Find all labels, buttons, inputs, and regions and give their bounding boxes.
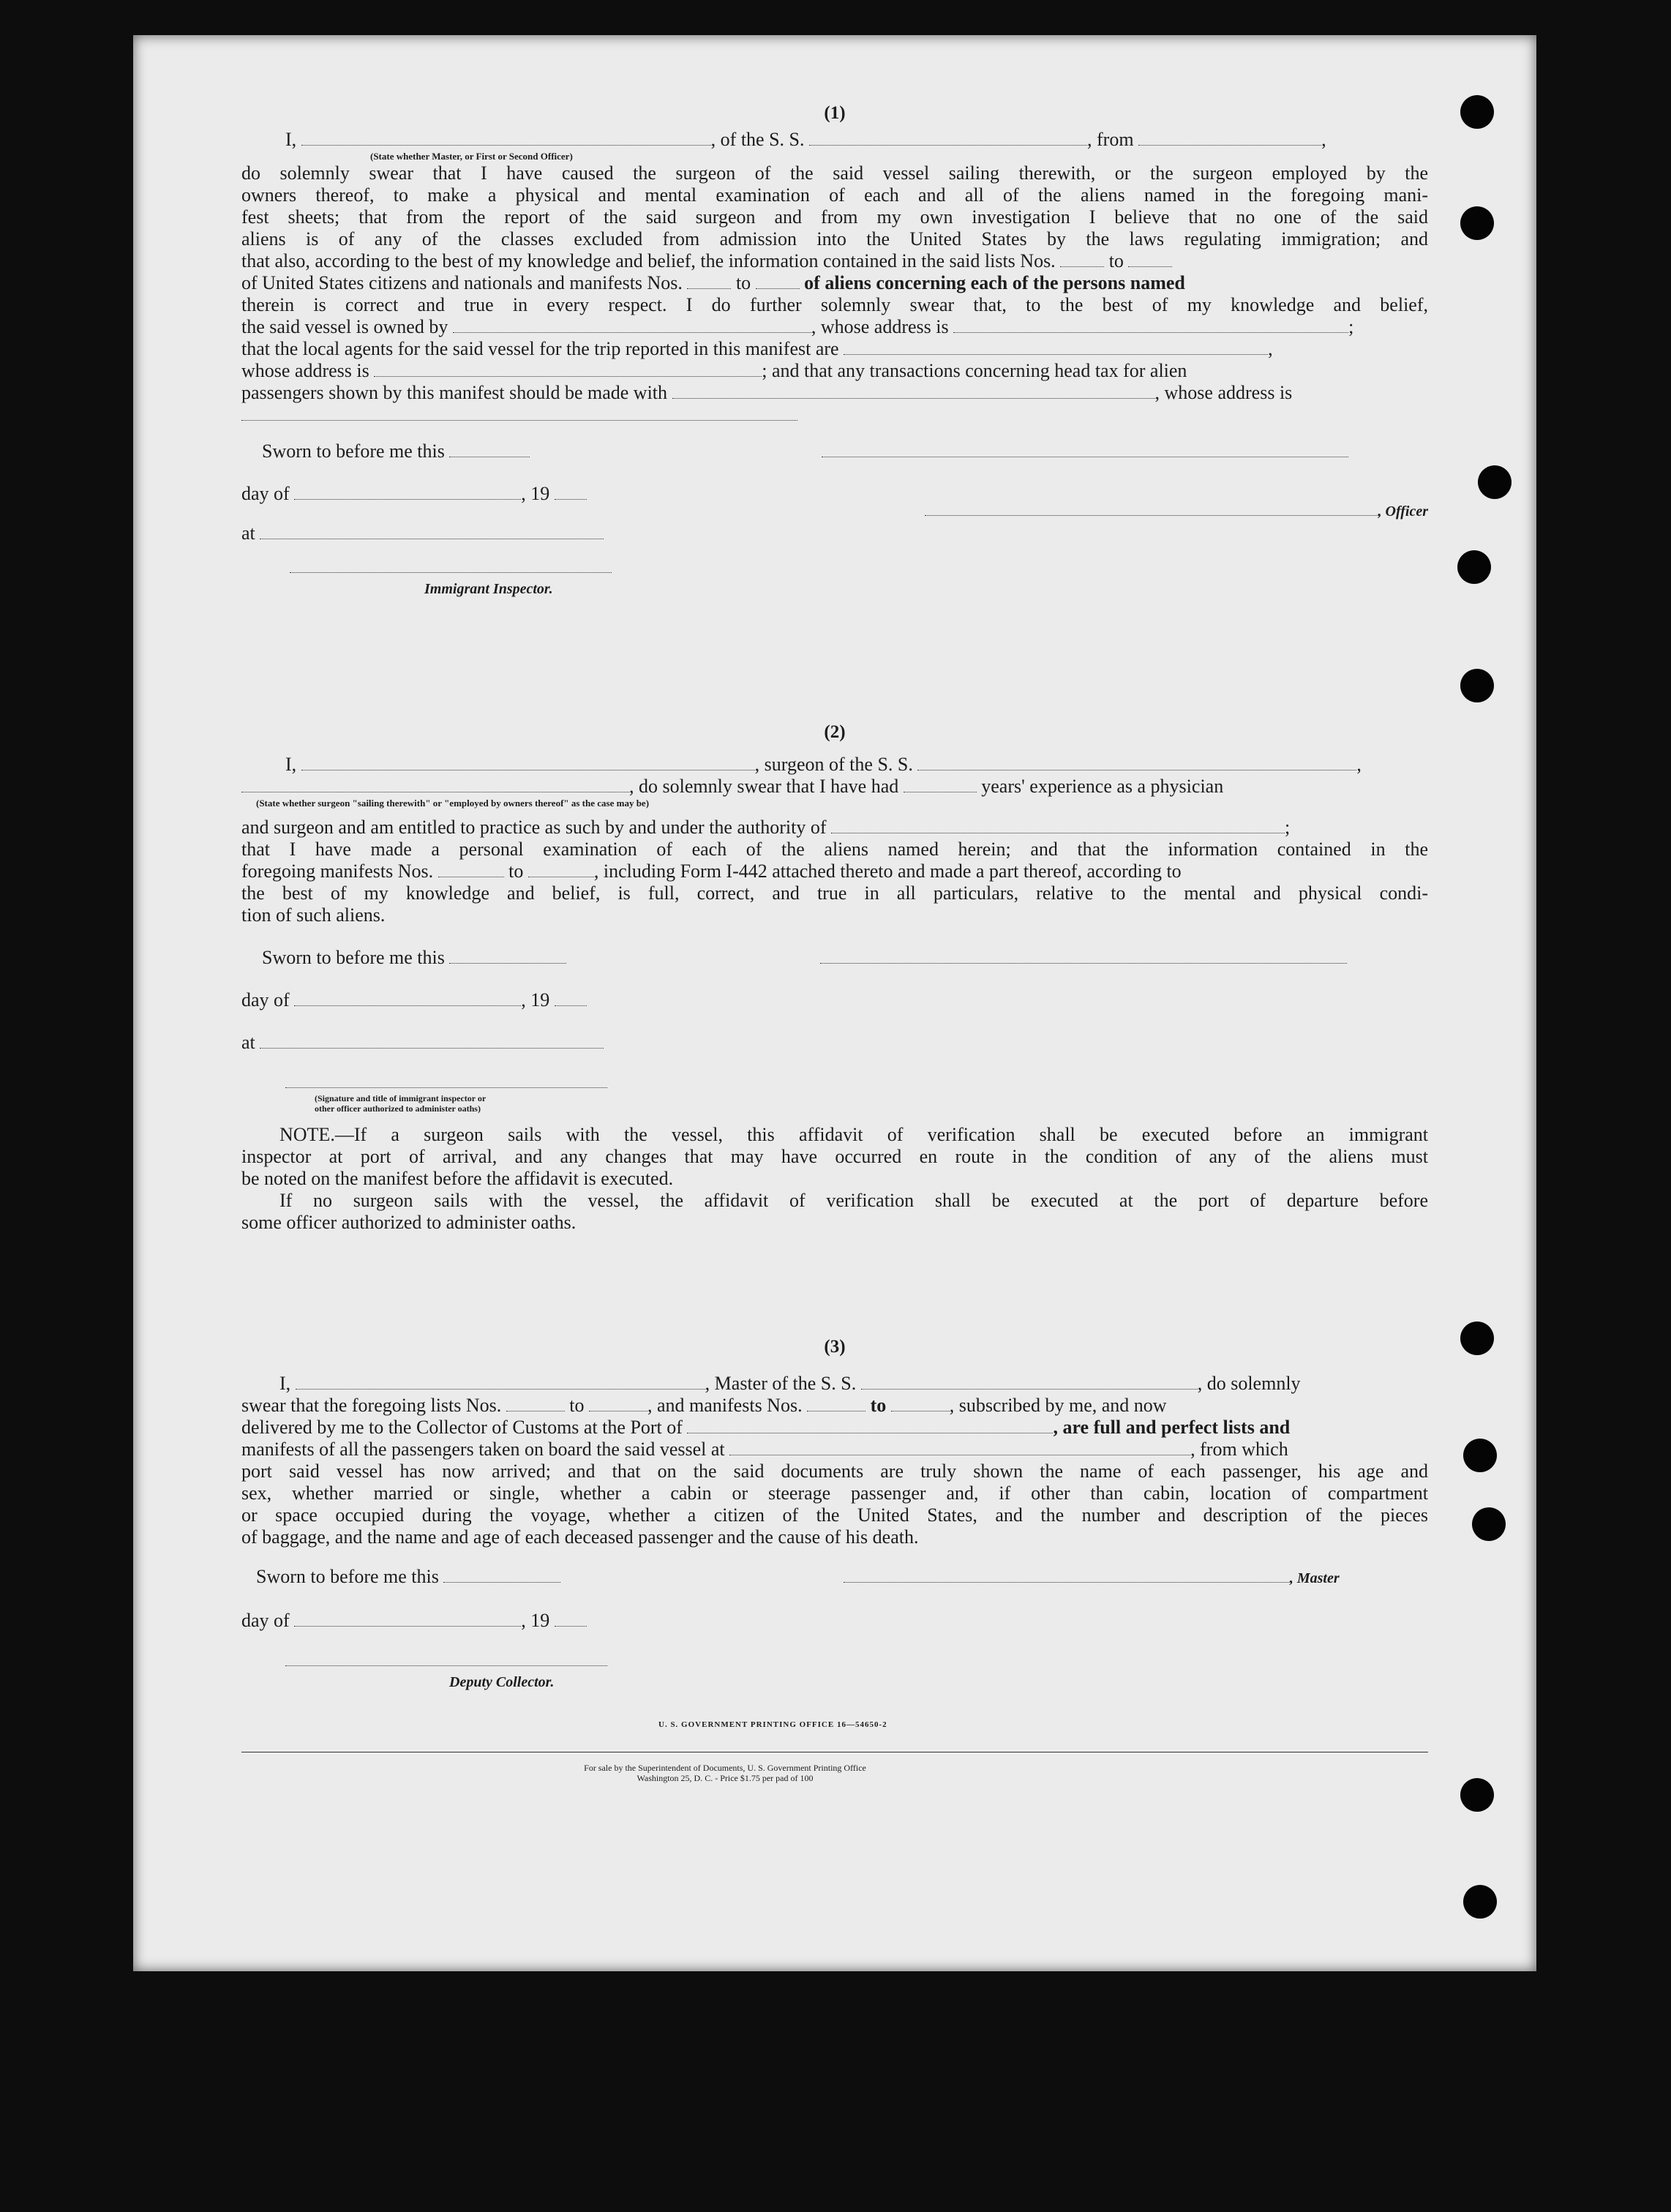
head-tax-agent-field[interactable] (672, 385, 1155, 399)
from-port-field[interactable] (1138, 132, 1321, 146)
footer: U. S. GOVERNMENT PRINTING OFFICE 16—54650-2 For sale by the Superintendent of Documents, U. S. Government Printing Office Washington 25, D. C. - Price $1.75 per pad of 100 (241, 1714, 1428, 1783)
authority-field[interactable] (831, 820, 1285, 833)
surgeon-signature[interactable] (820, 948, 1347, 964)
master-name-field[interactable] (296, 1376, 705, 1390)
surgeon-status-field[interactable] (241, 779, 629, 792)
surgeon-vessel-field[interactable] (917, 757, 1356, 771)
section-number: (1) (824, 103, 846, 123)
sworn-year-field-2[interactable] (555, 992, 587, 1006)
master-vessel-field[interactable] (861, 1376, 1198, 1390)
note: NOTE.—If a surgeon sails with the vessel, this affidavit of verification shall be executed before an immigrant inspector at port of arrival, and any changes that may have occurred en route in the condition of any of the aliens must be noted on the manifest before the affidavit is executed. If no surgeon sails with the vessel, the affidavit of verification shall be executed at the port of departure before some officer authorized to administer oaths. (241, 1124, 1428, 1233)
officer-signature-1[interactable] (822, 442, 1348, 457)
sworn-day-field[interactable] (449, 443, 530, 457)
punch-hole (1460, 95, 1494, 129)
sworn-place-field[interactable] (260, 525, 604, 539)
owner-address-field[interactable] (953, 319, 1348, 333)
sworn-month-field-3[interactable] (294, 1613, 521, 1627)
lists-from-field[interactable] (1060, 253, 1104, 267)
deputy-label: Deputy Collector. (449, 1674, 555, 1690)
agents-field[interactable] (844, 341, 1268, 355)
surgeon-manifest-from[interactable] (438, 863, 504, 877)
departure-port-field[interactable] (729, 1441, 1190, 1455)
customs-port-field[interactable] (687, 1420, 1053, 1433)
punch-hole (1457, 550, 1491, 584)
lists-to-field[interactable] (1128, 253, 1172, 267)
master-lists-from[interactable] (506, 1398, 565, 1411)
inspector-signature[interactable] (290, 558, 612, 573)
sworn-day-field-2[interactable] (449, 950, 566, 964)
inspector-signature-2[interactable] (285, 1073, 607, 1088)
sworn-month-field[interactable] (294, 486, 521, 500)
rank-field[interactable] (301, 132, 711, 146)
surgeon-manifest-to[interactable] (528, 863, 594, 877)
inspector-label: Immigrant Inspector. (424, 581, 553, 597)
sworn-year-field-3[interactable] (555, 1613, 587, 1627)
punch-hole (1472, 1507, 1506, 1541)
punch-hole (1460, 206, 1494, 240)
master-lists-to[interactable] (589, 1398, 647, 1411)
owner-field[interactable] (453, 319, 811, 333)
officer-signature-2[interactable] (925, 500, 1378, 516)
section-number: (3) (824, 1337, 846, 1357)
sworn-day-field-3[interactable] (443, 1569, 560, 1583)
section-number: (2) (824, 722, 846, 742)
rank-hint: (State whether Master, or First or Second Officer) (370, 151, 573, 162)
master-signature[interactable] (844, 1567, 1290, 1583)
section-2: (2) I, , surgeon of the S. S. , , do solemnly swear that I have had years' experience as a physician (State whether surgeon "sailing therewith" or "employed by owners thereof" as the case may be) and surgeon and am entitled to practice as such by and under the authority of ; that I have made a personal examination of each of the aliens named herein; and that the information contained in the foregoing manifests Nos. to , including Form I-442 attached thereto and made a part thereof, according to the best of my knowledge and belief, is full, correct, and true in all particulars, relative to the mental and physical condi- tion of such aliens. Sworn to before me this day of , 19 at (Signature and title of immigrant inspector or other officer authorized to administer oaths) NOTE.—If a surgeon sails with the vessel, this affidavit of verification shall be executed before an immigrant inspector at port of arrival, and any changes that may have occurred en route in the condition of any of the aliens must be noted on the manifest before the affidavit is executed. If no surgeon sails with the vessel, the affidavit of verification shall be executed at the port of departure before some officer authorized to administer oaths. (241, 722, 1428, 1233)
manifests-from-field[interactable] (687, 275, 731, 289)
surgeon-hint: (State whether surgeon "sailing therewith" or "employed by owners thereof" as the case may be) (256, 798, 650, 809)
punch-hole (1460, 1321, 1494, 1355)
head-tax-address-field[interactable] (241, 407, 797, 421)
gpo-imprint: U. S. GOVERNMENT PRINTING OFFICE 16—54650-2 (658, 1720, 887, 1729)
sworn-year-field[interactable] (555, 486, 587, 500)
sworn-month-field-2[interactable] (294, 992, 521, 1006)
agents-address-field[interactable] (374, 363, 762, 377)
deputy-signature[interactable] (285, 1651, 607, 1666)
manifests-to-field[interactable] (756, 275, 800, 289)
vessel-name-field[interactable] (809, 132, 1087, 146)
section-3: (3) I, , Master of the S. S. , do solemnly swear that the foregoing lists Nos. to , and manifests Nos. to , subscribed by me, and now delivered by me to the Collector of Customs at the Port of , are full and perfect lists and manifests of all the passengers taken on board the said vessel at , from which port said vessel has now arrived; and that on the said documents are truly shown the name of each passenger, his age and sex, whether married or single, whether a cabin or steerage passenger and, if other than cabin, location of compartment or space occupied during the voyage, whether a citizen of the United States, and the number and description of the pieces of baggage, and the name and age of each deceased passenger and the cause of his death. Sworn to before me this , Master day of , 19 Deputy Collector. (241, 1336, 1428, 1693)
punch-hole (1478, 465, 1512, 499)
years-field[interactable] (904, 779, 977, 792)
punch-hole (1463, 1885, 1497, 1919)
section-1: (1) I, , of the S. S. , from , (State whether Master, or First or Second Officer) do solemnly swear that I have caused the surgeon of the said vessel sailing therewith, or the surgeon employed by the owners thereof, to make a physical and mental examination of each and all of the aliens named in the foregoing mani- fest sheets; that from the report of the said surgeon and from my own investigation I believe that no one of the said aliens is of any of the classes excluded from admission into the United States by the laws regulating immigration; and that also, according to the best of my knowledge and belief, the information contained in the said lists Nos. to of United States citizens and nationals and manifests Nos. to of aliens concerning each of the persons named therein is correct and true in every respect. I do further solemnly swear that, to the best of my knowledge and belief, the said vessel is owned by , whose address is ; that the local agents for the said vessel for the trip reported in this manifest are , whose address is ; and that any transactions concerning head tax for alien passengers shown by this manifest should be made with , whose address is Sworn to before me this day of , 19 , Officer at Immigrant Inspector. (241, 102, 1428, 600)
punch-hole (1460, 1778, 1494, 1812)
surgeon-name-field[interactable] (301, 757, 755, 771)
punch-hole (1463, 1439, 1497, 1472)
master-manifests-from[interactable] (807, 1398, 865, 1411)
sworn-place-field-2[interactable] (260, 1035, 604, 1049)
punch-hole (1460, 669, 1494, 702)
master-manifests-to[interactable] (891, 1398, 950, 1411)
